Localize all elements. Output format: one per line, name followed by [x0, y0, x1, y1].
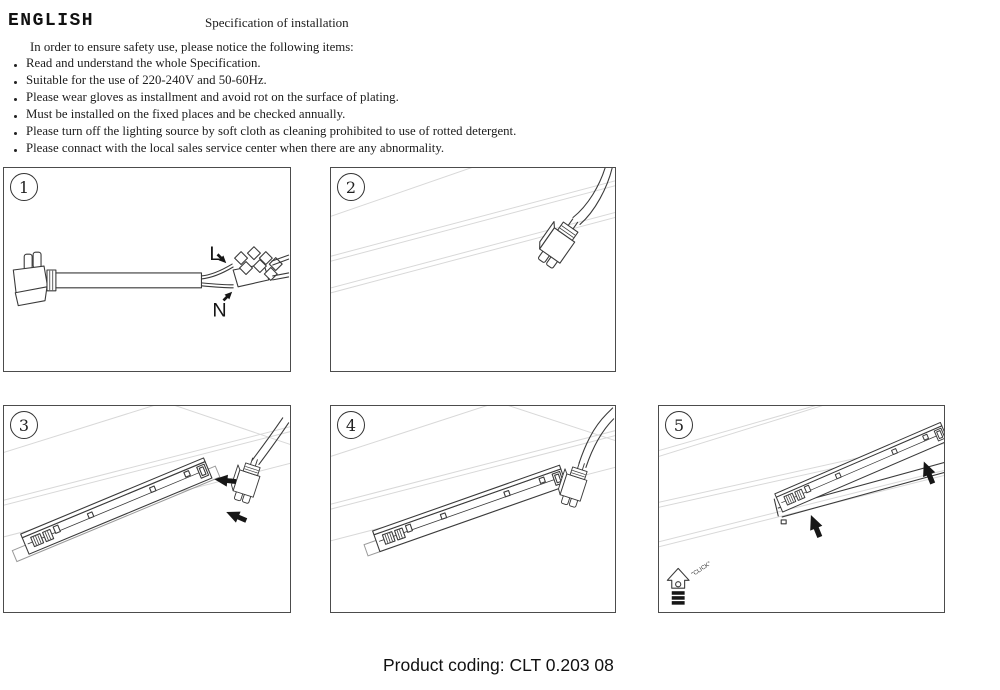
- light-fixture: [373, 465, 567, 551]
- product-coding: Product coding: CLT 0.203 08: [383, 655, 614, 675]
- page-title: Specification of installation: [205, 15, 349, 30]
- safety-item: Must be installed on the fixed places and be checked annually.: [14, 106, 516, 123]
- panel-step-2: [330, 167, 616, 372]
- ceiling-lines: [659, 406, 944, 548]
- safety-item: Please turn off the lighting source by soft cloth as cleaning prohibited to use of rotted detergent.: [14, 123, 516, 140]
- panel-5-diagram: [659, 406, 944, 612]
- click-icon: [667, 568, 689, 604]
- light-fixture: [21, 458, 212, 554]
- panel-step-1: [3, 167, 291, 372]
- click-label: "CLICK": [690, 561, 713, 579]
- panel-4-diagram: [331, 406, 615, 612]
- safety-intro: In order to ensure safety use, please notice the following items:: [30, 40, 354, 54]
- safety-item: Suitable for the use of 220-240V and 50-60Hz.: [14, 72, 516, 89]
- safety-item: Please wear gloves as installment and avoid rot on the surface of plating.: [14, 89, 516, 106]
- language-heading: ENGLISH: [8, 11, 95, 31]
- panel-step-4: [330, 405, 616, 613]
- light-fixture: [775, 423, 944, 513]
- panel-2-diagram: [331, 168, 615, 371]
- panel-3-diagram: [4, 406, 290, 612]
- panel-1-diagram: [4, 168, 290, 371]
- plug-icon: [13, 252, 56, 305]
- wire-label-neutral: N: [212, 299, 227, 322]
- circled-number: 2: [337, 173, 365, 201]
- push-up-arrow-icon: [805, 512, 826, 539]
- panel-step-5: [658, 405, 945, 613]
- insert-arrow-icon: [224, 506, 249, 526]
- wire-label-live: L: [209, 243, 221, 266]
- circled-number: 4: [337, 411, 365, 439]
- safety-item: Please connact with the local sales service center when there are any abnormality.: [14, 140, 516, 157]
- cable: [573, 168, 613, 224]
- safety-list: [14, 55, 516, 156]
- panel-step-3: [3, 405, 291, 613]
- circled-number: 5: [665, 411, 693, 439]
- plug-icon: [531, 211, 585, 270]
- cable: [252, 418, 289, 465]
- circled-number: 3: [10, 411, 38, 439]
- circled-number: 1: [10, 173, 38, 201]
- safety-item: Read and understand the whole Specification.: [14, 55, 516, 72]
- cable: [56, 264, 233, 288]
- terminal-block-icon: [233, 247, 288, 287]
